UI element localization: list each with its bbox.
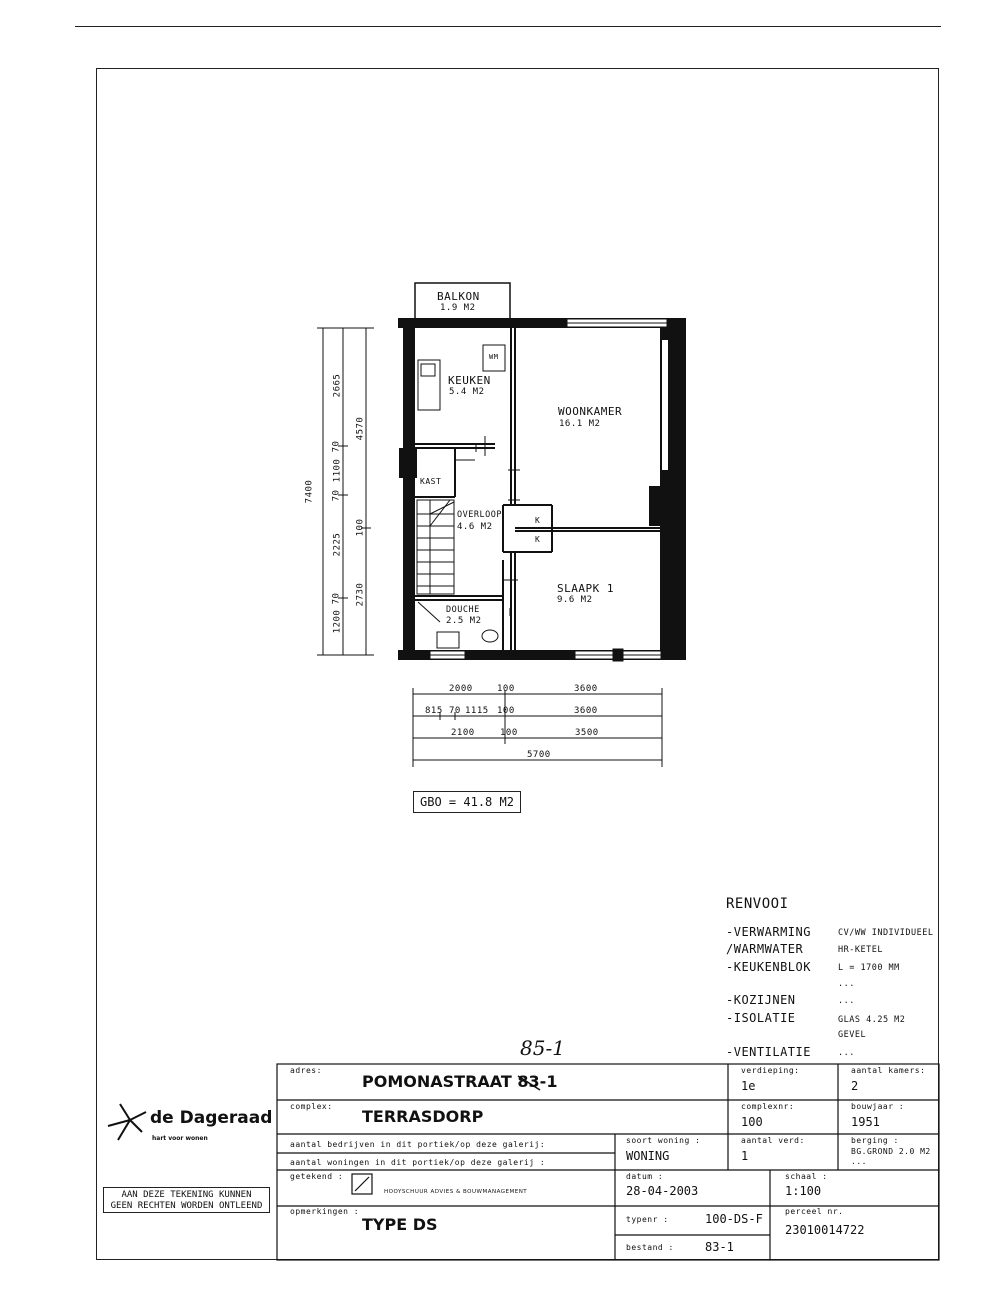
dim-h1-0: 2000 (449, 684, 473, 694)
getekend-label: getekend : (290, 1172, 344, 1181)
renvooi-value-0: CV/WW INDIVIDUEEL (838, 928, 934, 938)
room-woonkamer-name: WOONKAMER (558, 405, 623, 418)
room-keuken-name: KEUKEN (448, 374, 491, 387)
renvooi-label-5: -ISOLATIE (726, 1011, 796, 1025)
datum-value: 28-04-2003 (626, 1184, 699, 1198)
adres-new-number: -1 (539, 1072, 558, 1091)
bouwjaar-label: bouwjaar : (851, 1102, 905, 1111)
disclaimer-box (103, 1187, 270, 1213)
room-kast-name: KAST (420, 477, 442, 486)
complex-value: TERRASDORP (362, 1107, 484, 1126)
dim-right-1: 100 (355, 518, 366, 537)
dim-left-2: 1100 (332, 458, 343, 483)
room-woonkamer-area: 16.1 M2 (559, 419, 601, 429)
bedrijven-label: aantal bedrijven in dit portiek/op deze galerij: (290, 1140, 546, 1149)
bestand-label: bestand : (626, 1243, 674, 1252)
dim-left-1: 70 (331, 440, 342, 453)
logo-name: de Dageraad (150, 1108, 273, 1128)
dim-h2-4: 3600 (574, 706, 598, 716)
staircase (417, 500, 454, 594)
schaal-label: schaal : (785, 1172, 828, 1181)
woningen-label: aantal woningen in dit portiek/op deze galerij : (290, 1158, 546, 1167)
room-slaapk-name: SLAAPK 1 (557, 582, 614, 595)
renvooi-value-1: HR-KETEL (838, 945, 883, 955)
aantal-kamers-label: aantal kamers: (851, 1066, 926, 1075)
disclaimer-line-2: GEEN RECHTEN WORDEN ONTLEEND (110, 1201, 263, 1211)
outer-walls (398, 318, 686, 660)
renvooi-value-5: GLAS 4.25 M2 (838, 1015, 906, 1025)
aantal-verd-label: aantal verd: (741, 1136, 805, 1145)
dim-h2-1: 70 (449, 706, 461, 716)
opmerkingen-value: TYPE DS (362, 1215, 438, 1234)
room-overloop-area: 4.6 M2 (457, 522, 493, 532)
room-balkon-name: BALKON (437, 290, 480, 303)
room-douche-area: 2.5 M2 (446, 616, 482, 626)
handwritten-note: 85-1 (520, 1036, 565, 1060)
dim-h3-1: 100 (500, 728, 518, 738)
room-overloop-name: OVERLOOP (457, 510, 502, 520)
typenr-label: typenr : (626, 1215, 669, 1224)
renvooi-title: RENVOOI (726, 896, 789, 912)
berging-value: BG.GROND 2.0 M2 (851, 1147, 931, 1156)
berging-label: berging : (851, 1136, 899, 1145)
adres-value: POMONASTRAAT 83-1 (362, 1072, 558, 1091)
datum-label: datum : (626, 1172, 664, 1181)
schaal-value: 1:100 (785, 1184, 822, 1198)
perceel-value: 23010014722 (785, 1223, 865, 1237)
soort-value: WONING (626, 1149, 670, 1163)
k-label-2: K (535, 535, 541, 544)
getekend-by: HOOYSCHUUR ADVIES & BOUWMANAGEMENT (384, 1189, 528, 1195)
dim-h1-1: 100 (497, 684, 515, 694)
aantal-verd-value: 1 (741, 1149, 749, 1163)
adres-old-number: 83 (517, 1072, 540, 1091)
room-keuken-area: 5.4 M2 (449, 387, 485, 397)
dim-h2-0: 815 (425, 706, 443, 716)
renvooi-label-7: -VENTILATIE (726, 1045, 811, 1059)
dim-right-2: 2730 (355, 582, 366, 607)
dim-left-6: 1200 (332, 609, 343, 634)
renvooi-value-7: ... (838, 1048, 855, 1058)
logo-tagline: hart voor wonen (152, 1135, 208, 1142)
berging-extra: ... (851, 1157, 867, 1166)
dim-total-7400: 7400 (304, 479, 315, 504)
room-douche-name: DOUCHE (446, 605, 480, 615)
opmerkingen-label: opmerkingen : (290, 1207, 360, 1216)
dim-h3-0: 2100 (451, 728, 475, 738)
bouwjaar-value: 1951 (851, 1115, 880, 1129)
wm-label: WM (489, 353, 499, 361)
complexnr-label: complexnr: (741, 1102, 795, 1111)
renvooi-value-4: ... (838, 996, 855, 1006)
dim-left-4: 2225 (332, 532, 343, 557)
aantal-kamers-value: 2 (851, 1079, 859, 1093)
dageraad-logo-icon (108, 1104, 146, 1140)
dim-left-5: 70 (331, 592, 342, 605)
dim-right-0: 4570 (355, 416, 366, 441)
soort-label: soort woning : (626, 1136, 701, 1145)
verdieping-value: 1e (741, 1079, 756, 1093)
renvooi-value-2: L = 1700 MM (838, 963, 900, 973)
renvooi-label-2: -KEUKENBLOK (726, 960, 811, 974)
renvooi-label-4: -KOZIJNEN (726, 993, 796, 1007)
pencil-icon (352, 1174, 372, 1194)
renvooi-label-1: /WARMWATER (726, 942, 804, 956)
dim-h1-2: 3600 (574, 684, 598, 694)
renvooi-value-6: GEVEL (838, 1030, 867, 1040)
renvooi-value-3: ... (838, 979, 855, 989)
dim-h3-2: 3500 (575, 728, 599, 738)
room-slaapk-area: 9.6 M2 (557, 595, 593, 605)
room-balkon-area: 1.9 M2 (440, 303, 476, 313)
disclaimer-line-1: AAN DEZE TEKENING KUNNEN (121, 1190, 252, 1200)
dim-h4-0: 5700 (527, 750, 551, 760)
perceel-label: perceel nr. (785, 1207, 844, 1216)
bestand-value: 83-1 (705, 1240, 734, 1254)
typenr-value: 100-DS-F (705, 1212, 763, 1226)
dim-h2-2: 1115 (465, 706, 489, 716)
k-label-1: K (535, 516, 541, 525)
vertical-dimensions (317, 328, 374, 655)
verdieping-label: verdieping: (741, 1066, 800, 1075)
dim-h2-3: 100 (497, 706, 515, 716)
dim-left-0: 2665 (332, 373, 343, 398)
dim-left-3: 70 (331, 489, 342, 502)
renvooi-label-0: -VERWARMING (726, 925, 811, 939)
complex-label: complex: (290, 1102, 333, 1111)
complexnr-value: 100 (741, 1115, 763, 1129)
gbo-total-box: GBO = 41.8 M2 (413, 791, 521, 813)
adres-label: adres: (290, 1066, 322, 1075)
